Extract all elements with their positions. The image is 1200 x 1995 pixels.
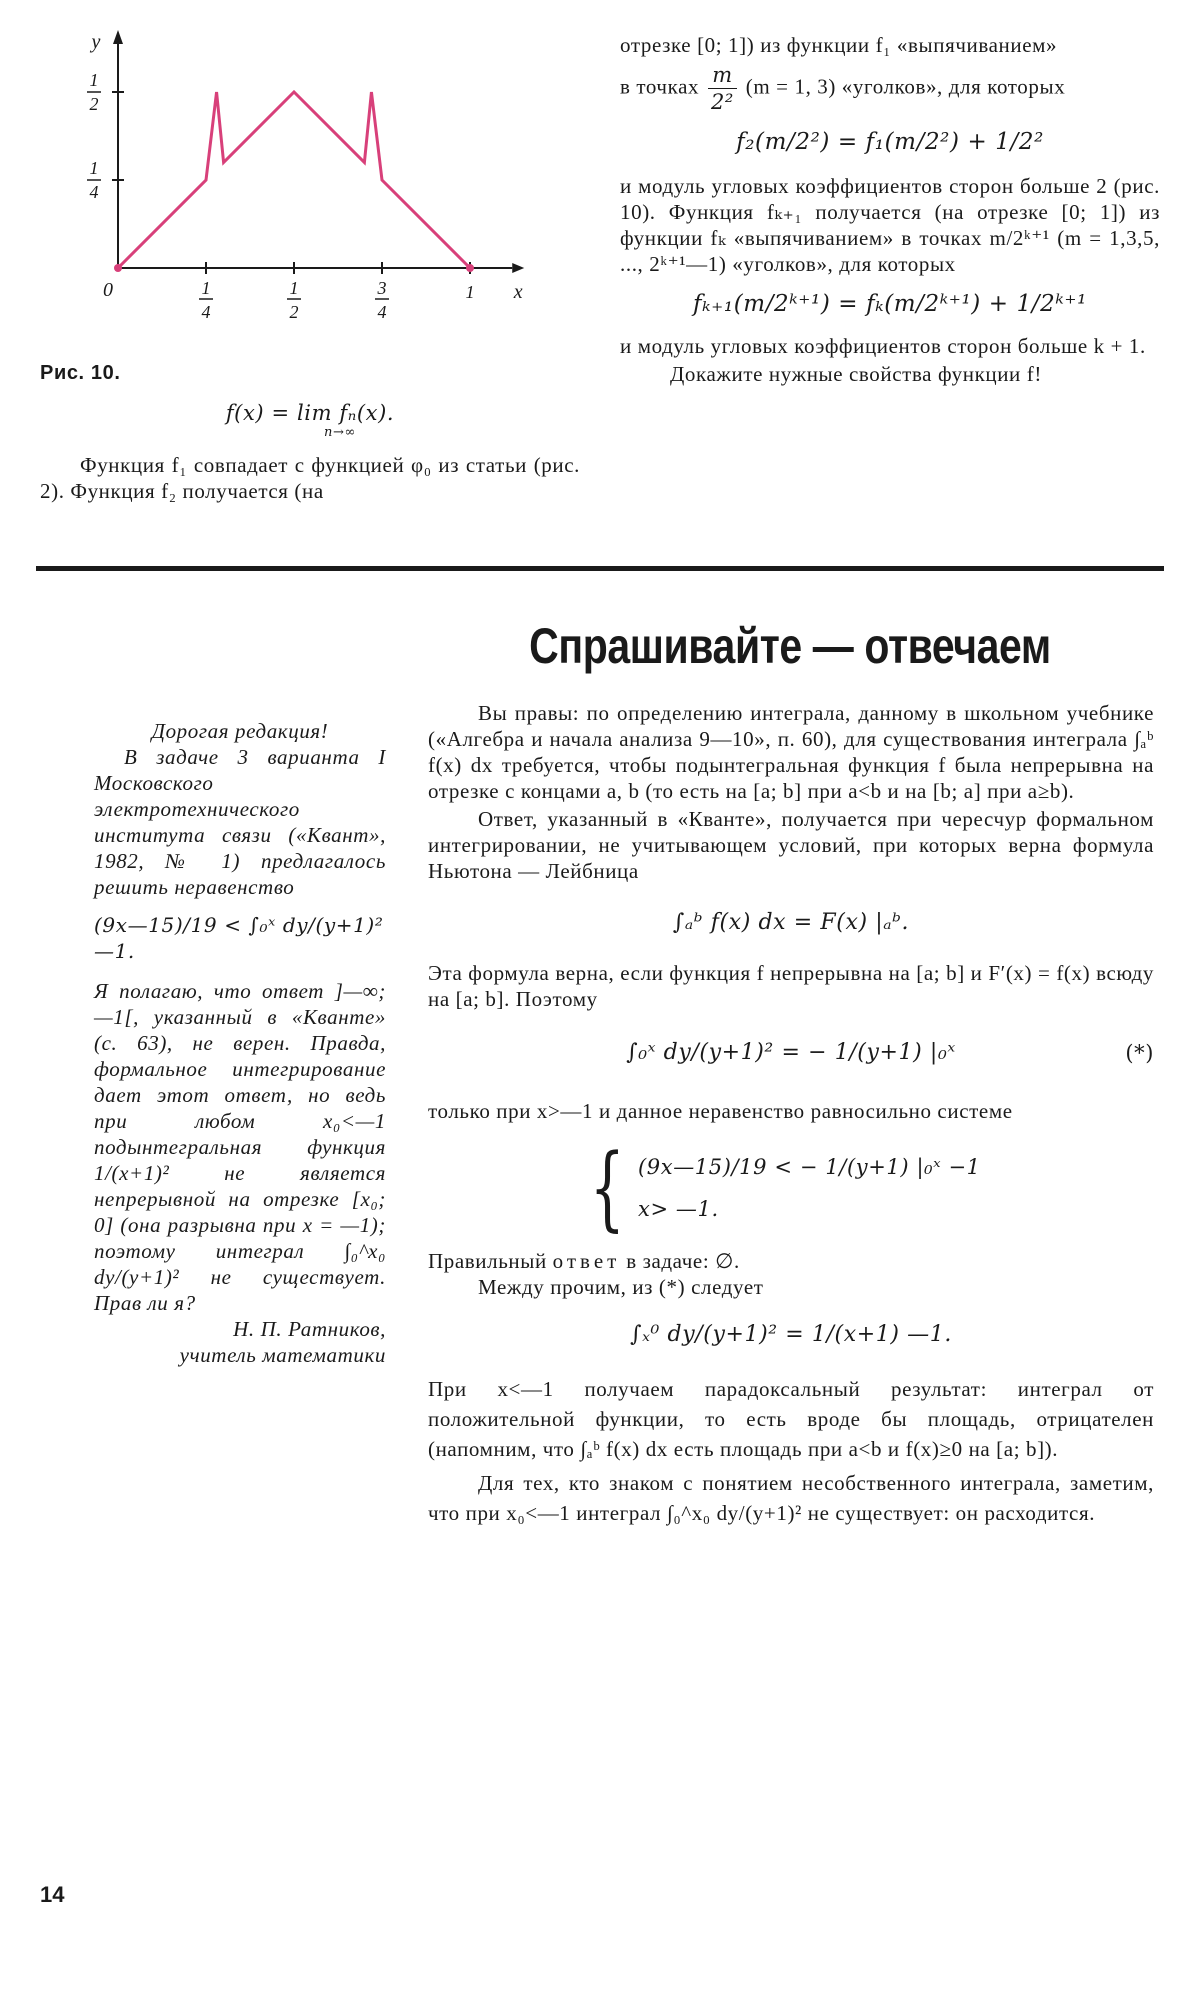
limit-formula-text: f(x) = lim fₙ(x). — [225, 401, 395, 425]
x-tick-label-den: 4 — [201, 302, 211, 322]
answer-p5-post: в задаче: ∅. — [626, 1249, 740, 1273]
x-tick-label-num: 3 — [377, 278, 387, 298]
limit-formula-sub: n→∞ — [324, 425, 356, 440]
curve-f2 — [118, 92, 470, 268]
figure-caption: Рис. 10. — [40, 362, 121, 384]
section-title: Спрашивайте — отвечаем — [529, 618, 1051, 674]
tr-para3: и модуль угловых коэффициентов сторон больше k + 1. — [620, 334, 1146, 358]
answer-p7: При x<—1 получаем парадоксальный результат: интеграл от положительной функции, то есть вроде бы площадь, отрицателен (напомним, что ∫ₐᵇ f(x) dx есть площадь при a<b и f(x)≥0 на [a; b]). — [428, 1377, 1154, 1461]
letter-inequality: (9x—15)/19 < ∫₀ˣ dy/(y+1)² —1. — [94, 913, 384, 963]
letter-signature-name: Н. П. Ратников, — [233, 1317, 386, 1341]
answer-p5 — [428, 1248, 1154, 1274]
tr-line2-pre: в точках — [620, 74, 700, 99]
reader-letter — [94, 718, 386, 1368]
x-tick-label-num: 1 — [201, 278, 211, 298]
tr-para2: и модуль угловых коэффициентов сторон больше 2 (рис. 10). Функция fₖ₊₁ получается (на отрезке [0; 1]) из функции fₖ «выпячиванием» в точках m/2ᵏ⁺¹ (m = 1,3,5, ..., 2ᵏ⁺¹—1) «уголков», для которых — [620, 174, 1160, 276]
x-tick-label: 1 — [465, 282, 475, 302]
curve-end-point — [466, 264, 474, 272]
tr-para4: Докажите нужные свойства функции f! — [670, 362, 1042, 386]
figure-plot — [60, 30, 580, 360]
system-brace: { — [589, 1134, 625, 1241]
x-tick-label-den: 4 — [377, 302, 387, 322]
system-line1: (9x—15)/19 < − 1/(y+1) |₀ˣ −1 — [638, 1155, 981, 1179]
tr-line2-post: (m = 1, 3) «уголков», для которых — [745, 74, 1066, 99]
letter-greeting: Дорогая редакция! — [151, 719, 329, 743]
limit-formula — [40, 400, 580, 440]
top-left-paragraph: Функция f₁ совпадает с функцией φ₀ из статьи (рис. 2). Функция f₂ получается (на — [40, 453, 580, 503]
answer-p3: Эта формула верна, если функция f непрерывна на [a; b] и F′(x) = f(x) всюду на [a; b]. Поэтому — [428, 961, 1154, 1011]
answer-star-row — [428, 1040, 1154, 1070]
system-line2: x> —1. — [638, 1197, 719, 1221]
page-number: 14 — [40, 1882, 65, 1907]
answer-formula3: ∫ₓ⁰ dy/(y+1)² = 1/(x+1) —1. — [630, 1322, 952, 1347]
answer-star-label: (*) — [1125, 1041, 1154, 1065]
x-tick-label-den: 2 — [289, 302, 299, 322]
answer-p1: Вы правы: по определению интеграла, данному в школьном учебнике («Алгебра и начала анализа 9—10», п. 60), для существования интеграла ∫ₐᵇ f(x) dx требуется, чтобы подынтегральная функция f была непрерывна на отрезке с концами a, b (то есть на [a; b] при a<b и на [b; a] при a≥b). — [428, 701, 1154, 803]
y-axis-arrow — [113, 30, 123, 44]
answer-p5-spaced: ответ — [552, 1249, 621, 1273]
y-tick-label-num: 1 — [89, 70, 99, 90]
x-axis-label: x — [513, 281, 523, 303]
tr-frac-den: 2² — [710, 90, 734, 114]
tr-frac-num: m — [708, 62, 737, 89]
answer-p2: Ответ, указанный в «Кванте», получается при чересчур формальном интегрировании, не учитывающем условий, при которых верна формула Ньютона — Лейбница — [428, 807, 1154, 883]
y-tick-label-den: 4 — [89, 182, 99, 202]
answer-nl-formula: ∫ₐᵇ f(x) dx = F(x) |ₐᵇ. — [672, 910, 910, 935]
letter-p2: Я полагаю, что ответ ]—∞; —1[, указанный в «Кванте» (с. 63), не верен. Правда, формальное интегрирование дает этот ответ, но ведь при любом x₀<—1 подынтегральная функция 1/(x+1)² не является непрерывной на отрезке [x₀; 0] (она разрывна при x = —1); поэтому интеграл ∫₀^x₀ dy/(y+1)² не существует. Прав ли я? — [94, 979, 386, 1315]
top-right-column — [620, 32, 1160, 387]
tr-formula2: fₖ₊₁(m/2ᵏ⁺¹) = fₖ(m/2ᵏ⁺¹) + 1/2ᵏ⁺¹ — [693, 291, 1087, 317]
letter-signature-role: учитель математики — [179, 1343, 386, 1367]
answer-p8: Для тех, кто знаком с понятием несобственного интеграла, заметим, что при x₀<—1 интеграл ∫₀^x₀ dy/(y+1)² не существует: он расходится. — [428, 1471, 1154, 1525]
tr-line1: отрезке [0; 1]) из функции f₁ «выпячиванием» — [620, 33, 1058, 57]
tr-line2 — [620, 62, 1160, 115]
curve-start-point — [114, 264, 122, 272]
section-divider — [36, 566, 1164, 571]
tr-formula1: f₂(m/2²) = f₁(m/2²) + 1/2² — [736, 129, 1044, 155]
origin-label: 0 — [103, 279, 113, 301]
editorial-answer — [428, 700, 1154, 1528]
answer-p5-pre: Правильный — [428, 1249, 547, 1273]
y-tick-label-num: 1 — [89, 158, 99, 178]
tr-line2-frac — [708, 62, 737, 115]
answer-p4: только при x>—1 и данное неравенство равносильно системе — [428, 1099, 1013, 1123]
x-axis-arrow — [512, 263, 524, 273]
y-tick-label-den: 2 — [89, 94, 99, 114]
answer-star-formula: ∫₀ˣ dy/(y+1)² = − 1/(y+1) |₀ˣ — [626, 1040, 956, 1065]
figure-10 — [60, 30, 580, 360]
answer-system — [578, 1134, 1154, 1241]
y-axis-label: y — [91, 31, 101, 53]
letter-p1: В задаче 3 варианта I Московского электротехнического института связи («Квант», 1982, № 1) предлагалось решить неравенство — [94, 745, 386, 899]
answer-p6: Между прочим, из (*) следует — [478, 1275, 764, 1299]
x-tick-label-num: 1 — [289, 278, 299, 298]
